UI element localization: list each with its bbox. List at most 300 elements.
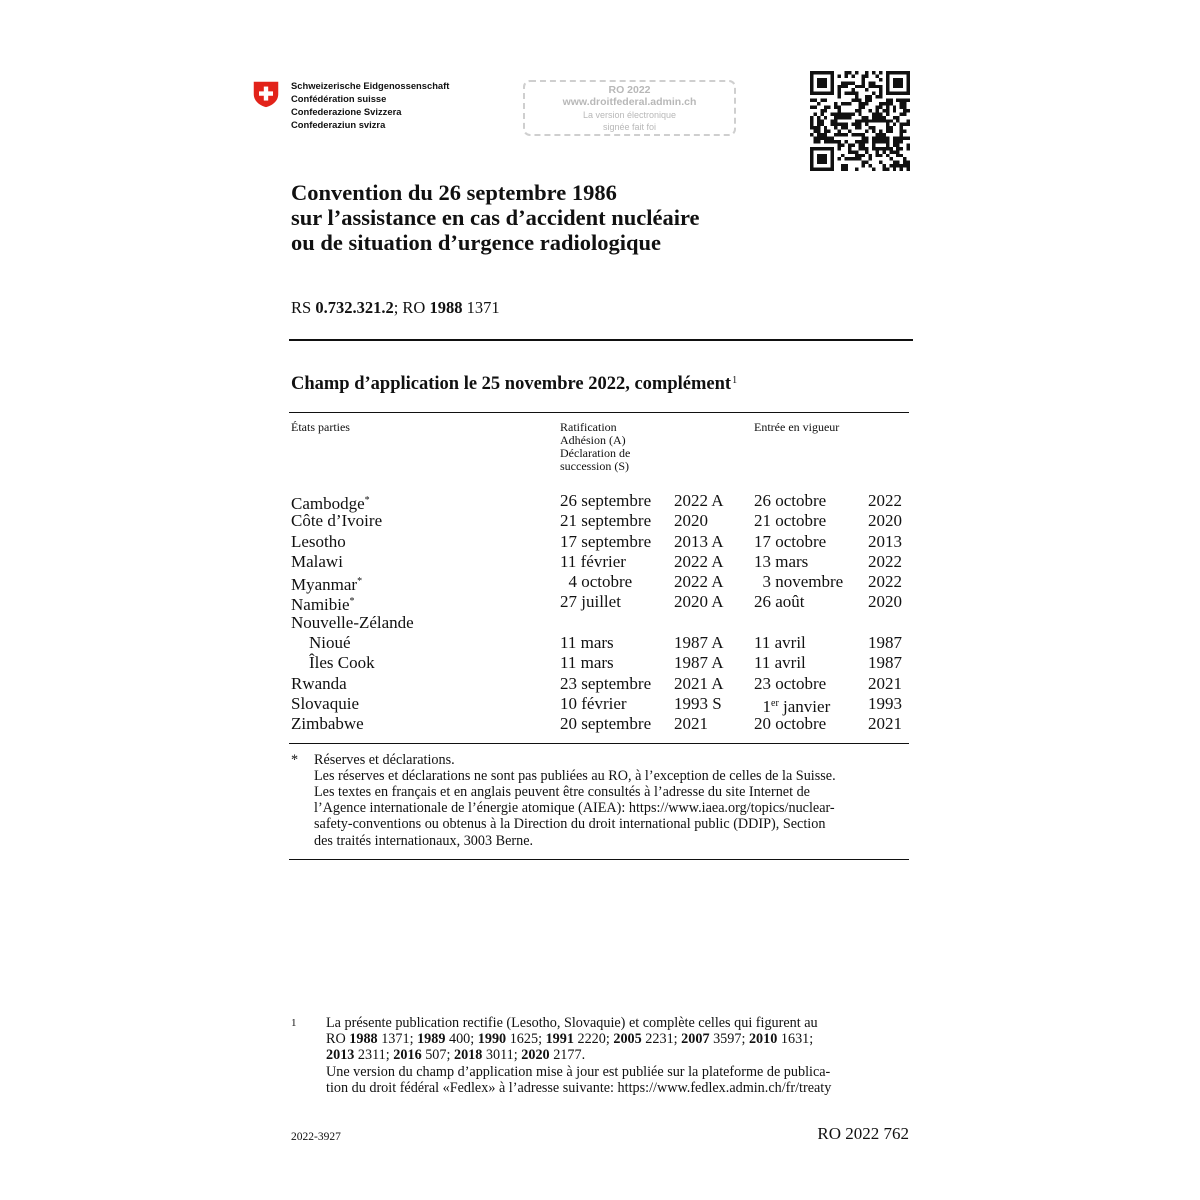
table-row: [289, 653, 909, 673]
qr-module: [907, 81, 910, 84]
qr-module: [817, 137, 820, 140]
qr-module: [858, 102, 861, 105]
stamp-line-4: signée fait foi: [602, 122, 657, 132]
footnote-ref-page: 2311: [357, 1047, 386, 1064]
states-table: [289, 412, 909, 860]
swiss-cross-horizontal: [259, 91, 273, 95]
qr-module: [879, 85, 882, 88]
qr-module: [851, 112, 854, 115]
entry-year: 2022: [868, 491, 902, 510]
entry-date: 17 octobre: [754, 531, 827, 551]
qr-module: [817, 81, 820, 84]
qr-module: [882, 147, 885, 150]
qr-module: [907, 78, 910, 81]
qr-module: [855, 109, 858, 112]
stamp-line-3: La version électronique: [582, 110, 677, 120]
entry-year: 2021: [868, 673, 902, 693]
qr-module: [824, 71, 827, 74]
qr-module: [879, 116, 882, 119]
entry-date: 21 octobre: [754, 511, 827, 531]
qr-module: [900, 112, 903, 115]
qr-module: [844, 126, 847, 129]
qr-module: [841, 164, 844, 167]
qr-module: [862, 116, 865, 119]
qr-module: [896, 154, 899, 157]
qr-module: [834, 126, 837, 129]
qr-module: [865, 140, 868, 143]
footnote-ref-year: 2020: [521, 1047, 550, 1064]
header-entry: Entrée en vigueur: [754, 420, 840, 434]
qr-module: [848, 143, 851, 146]
ratification-year: 1993 S: [674, 693, 722, 713]
qr-module: [907, 92, 910, 95]
footnote-text: [326, 1015, 911, 1096]
qr-module: [876, 140, 879, 143]
table-row: [289, 532, 909, 552]
qr-module: [810, 71, 813, 74]
qr-module: [876, 95, 879, 98]
qr-module: [862, 81, 865, 84]
qr-module: [851, 143, 854, 146]
state-name: Rwanda: [291, 673, 347, 693]
qr-module: [882, 137, 885, 140]
footnote-ref-year: 2013: [326, 1047, 355, 1064]
qr-module: [820, 161, 823, 164]
qr-code-icon: [810, 71, 910, 171]
stamp-line-1: RO 2022: [608, 84, 651, 96]
qr-module: [858, 123, 861, 126]
qr-module: [900, 81, 903, 84]
table-row: [289, 694, 909, 714]
state-name: Lesotho: [291, 531, 346, 551]
qr-module: [862, 137, 865, 140]
qr-module: [893, 81, 896, 84]
qr-module: [855, 119, 858, 122]
ratification-date: 10 février: [560, 693, 627, 713]
qr-module: [869, 85, 872, 88]
entry-year: 2022: [868, 551, 902, 571]
qr-module: [893, 123, 896, 126]
qr-module: [886, 119, 889, 122]
qr-module: [896, 161, 899, 164]
qr-module: [872, 92, 875, 95]
qr-module: [896, 150, 899, 153]
qr-module: [869, 119, 872, 122]
qr-module: [893, 92, 896, 95]
qr-module: [896, 78, 899, 81]
qr-module: [893, 164, 896, 167]
table-row: [289, 714, 909, 734]
qr-module: [886, 109, 889, 112]
qr-module: [907, 161, 910, 164]
qr-module: [876, 105, 879, 108]
qr-module: [907, 85, 910, 88]
table-bottom-rule: [289, 859, 909, 860]
footnote-ref-year: 1989: [417, 1031, 446, 1048]
ratification-date: 17 septembre: [560, 531, 652, 551]
qr-module: [862, 105, 865, 108]
qr-module: [889, 71, 892, 74]
table-row: [289, 491, 909, 511]
qr-module: [831, 81, 834, 84]
entry-year: 2022: [868, 572, 902, 592]
qr-module: [872, 71, 875, 74]
qr-module: [817, 119, 820, 122]
qr-module: [841, 168, 844, 171]
qr-module: [831, 85, 834, 88]
header-ratification: [560, 421, 630, 473]
qr-module: [855, 123, 858, 126]
qr-module: [851, 150, 854, 153]
qr-module: [907, 137, 910, 140]
qr-module: [810, 126, 813, 129]
rs-prefix: RS: [291, 298, 312, 317]
qr-module: [889, 150, 892, 153]
qr-module: [838, 85, 841, 88]
qr-module: [831, 157, 834, 160]
qr-module: [862, 119, 865, 122]
qr-module: [827, 147, 830, 150]
qr-module: [865, 71, 868, 74]
qr-module: [813, 71, 816, 74]
qr-module: [886, 71, 889, 74]
qr-module: [886, 105, 889, 108]
header-ratification-line: succession (S): [560, 459, 629, 473]
qr-module: [907, 88, 910, 91]
qr-module: [817, 71, 820, 74]
qr-module: [810, 154, 813, 157]
qr-module: [851, 74, 854, 77]
qr-module: [810, 99, 813, 102]
qr-module: [876, 147, 879, 150]
qr-module: [882, 150, 885, 153]
state-name: Nouvelle-Zélande: [291, 612, 414, 632]
qr-module: [862, 147, 865, 150]
qr-module: [900, 147, 903, 150]
qr-module: [827, 105, 830, 108]
qr-module: [900, 133, 903, 136]
qr-module: [813, 126, 816, 129]
qr-module: [848, 71, 851, 74]
qr-module: [855, 140, 858, 143]
qr-module: [903, 109, 906, 112]
qr-module: [872, 168, 875, 171]
qr-module: [865, 137, 868, 140]
qr-module: [862, 154, 865, 157]
state-cell: [291, 674, 347, 694]
qr-module: [848, 150, 851, 153]
qr-module: [841, 102, 844, 105]
qr-module: [855, 85, 858, 88]
qr-module: [882, 102, 885, 105]
qr-module: [907, 164, 910, 167]
qr-module: [893, 168, 896, 171]
qr-module: [900, 102, 903, 105]
qr-module: [893, 161, 896, 164]
qr-module: [855, 133, 858, 136]
qr-module: [824, 154, 827, 157]
ratification-date: 21 septembre: [560, 511, 652, 531]
qr-module: [810, 133, 813, 136]
qr-module: [841, 126, 844, 129]
qr-module: [824, 137, 827, 140]
qr-module: [865, 150, 868, 153]
state-name: Cambodge: [291, 494, 365, 513]
qr-module: [848, 157, 851, 160]
footnote-ref-page: 3597: [713, 1031, 742, 1048]
table-row: [289, 552, 909, 572]
qr-module: [834, 123, 837, 126]
qr-module: [865, 130, 868, 133]
qr-module: [876, 119, 879, 122]
qr-module: [903, 157, 906, 160]
table-row: [289, 572, 909, 595]
qr-module: [820, 71, 823, 74]
qr-module: [824, 99, 827, 102]
qr-module: [810, 157, 813, 160]
entry-year: 1987: [868, 633, 902, 653]
qr-module: [889, 147, 892, 150]
qr-module: [834, 140, 837, 143]
qr-module: [817, 130, 820, 133]
qr-module: [855, 95, 858, 98]
qr-module: [889, 157, 892, 160]
qr-module: [831, 71, 834, 74]
qr-module: [838, 140, 841, 143]
qr-module: [848, 116, 851, 119]
qr-module: [872, 85, 875, 88]
qr-module: [810, 147, 813, 150]
qr-module: [820, 168, 823, 171]
qr-module: [817, 116, 820, 119]
qr-module: [827, 168, 830, 171]
qr-module: [879, 119, 882, 122]
title-line-2: sur l’assistance en cas d’accident nucléaire: [291, 205, 700, 230]
qr-module: [869, 154, 872, 157]
qr-module: [817, 85, 820, 88]
qr-module: [876, 112, 879, 115]
qr-module: [831, 154, 834, 157]
qr-module: [844, 164, 847, 167]
qr-module: [841, 123, 844, 126]
qr-module: [893, 137, 896, 140]
qr-module: [824, 78, 827, 81]
footnote-references: [326, 1031, 911, 1063]
qr-module: [900, 168, 903, 171]
qr-module: [820, 109, 823, 112]
qr-module: [851, 157, 854, 160]
entry-ordinal: er: [771, 697, 779, 709]
qr-module: [869, 109, 872, 112]
qr-module: [893, 143, 896, 146]
qr-module: [841, 112, 844, 115]
qr-module: [886, 140, 889, 143]
qr-module: [858, 119, 861, 122]
qr-module: [851, 92, 854, 95]
qr-module: [844, 112, 847, 115]
qr-module: [862, 102, 865, 105]
qr-module: [824, 109, 827, 112]
qr-module: [841, 85, 844, 88]
qr-module: [862, 78, 865, 81]
ro-page: 1371: [466, 298, 500, 317]
document-number: 2022-3927: [291, 1131, 341, 1143]
qr-module: [841, 133, 844, 136]
qr-module: [844, 102, 847, 105]
qr-module: [862, 85, 865, 88]
qr-module: [862, 140, 865, 143]
entry-year: 2020: [868, 511, 902, 531]
qr-module: [817, 140, 820, 143]
qr-module: [858, 147, 861, 150]
ratification-year: 1987 A: [674, 633, 724, 653]
footnote-ref-line: RO 1988 1371; 1989 400; 1990 1625; 1991 2220; 2005 2231; 2007 3597; 2010 1631;: [326, 1031, 814, 1048]
qr-module: [844, 71, 847, 74]
qr-module: [889, 102, 892, 105]
qr-module: [876, 137, 879, 140]
qr-module: [865, 161, 868, 164]
qr-module: [869, 81, 872, 84]
qr-module: [838, 123, 841, 126]
qr-module: [838, 88, 841, 91]
qr-module: [841, 116, 844, 119]
reference-line: [291, 298, 500, 318]
qr-module: [876, 150, 879, 153]
qr-module: [820, 154, 823, 157]
qr-module: [865, 147, 868, 150]
qr-module: [855, 157, 858, 160]
qr-module: [831, 112, 834, 115]
qr-module: [876, 74, 879, 77]
qr-module: [855, 154, 858, 157]
state-cell: [291, 694, 359, 714]
footnote-ref-page: 507: [425, 1047, 447, 1064]
qr-module: [813, 137, 816, 140]
qr-module: [879, 133, 882, 136]
qr-module: [879, 130, 882, 133]
entry-date: 26 octobre: [754, 491, 827, 510]
qr-module: [844, 140, 847, 143]
qr-module: [876, 85, 879, 88]
footnote-ref-page: 1625: [509, 1031, 539, 1048]
qr-module: [893, 150, 896, 153]
qr-module: [907, 143, 910, 146]
title-line-1: Convention du 26 septembre 1986: [291, 180, 617, 205]
swiss-flag-icon: [252, 80, 280, 108]
qr-module: [824, 116, 827, 119]
qr-module: [831, 74, 834, 77]
qr-module: [820, 123, 823, 126]
note-marker: *: [291, 751, 299, 768]
ratification-year: 1987 A: [674, 653, 724, 673]
qr-module: [903, 164, 906, 167]
state-name: Îles Cook: [309, 653, 375, 673]
ratification-year: 2021 A: [674, 673, 724, 693]
qr-module: [882, 164, 885, 167]
qr-module: [893, 71, 896, 74]
qr-module: [827, 140, 830, 143]
qr-module: [896, 116, 899, 119]
state-name: Namibie: [291, 595, 350, 615]
qr-module: [851, 123, 854, 126]
ratification-date: 27 juillet: [560, 592, 621, 612]
footnote-ref-year: 2018: [453, 1047, 483, 1064]
qr-module: [817, 161, 820, 164]
qr-module: [813, 99, 816, 102]
qr-module: [813, 130, 816, 133]
section-heading: [291, 374, 737, 395]
qr-module: [831, 161, 834, 164]
qr-module: [820, 92, 823, 95]
qr-module: [886, 137, 889, 140]
qr-module: [827, 92, 830, 95]
footnote-ref-page: 3011: [485, 1047, 514, 1064]
qr-module: [889, 164, 892, 167]
ratification-year: 2021: [674, 714, 708, 734]
qr-module: [824, 157, 827, 160]
qr-module: [817, 147, 820, 150]
qr-module: [869, 126, 872, 129]
qr-module: [869, 164, 872, 167]
qr-module: [810, 92, 813, 95]
qr-module: [903, 137, 906, 140]
qr-module: [820, 78, 823, 81]
qr-module: [851, 81, 854, 84]
qr-module: [858, 140, 861, 143]
state-cell: [291, 532, 346, 552]
qr-module: [872, 119, 875, 122]
qr-module: [900, 99, 903, 102]
ratification-date: 23 septembre: [560, 673, 652, 693]
qr-module: [858, 112, 861, 115]
entry-month: janvier: [778, 696, 831, 716]
qr-module: [838, 74, 841, 77]
qr-module: [900, 92, 903, 95]
entry-year: 2013: [868, 531, 902, 551]
qr-module: [886, 88, 889, 91]
rs-number: 0.732.321.2: [315, 298, 394, 317]
qr-module: [824, 130, 827, 133]
qr-module: [907, 71, 910, 74]
qr-module: [844, 116, 847, 119]
entry-date: 11 avril: [754, 633, 806, 653]
qr-module: [886, 143, 889, 146]
qr-module: [893, 85, 896, 88]
qr-module: [810, 74, 813, 77]
qr-module: [831, 119, 834, 122]
qr-module: [900, 154, 903, 157]
qr-module: [817, 154, 820, 157]
footnote: [291, 1015, 911, 1096]
qr-module: [841, 81, 844, 84]
qr-module: [824, 92, 827, 95]
qr-module: [879, 112, 882, 115]
qr-module: [886, 154, 889, 157]
state-cell: [291, 511, 382, 531]
qr-module: [834, 116, 837, 119]
confederation-name-it: Confederazione Svizzera: [291, 106, 402, 117]
qr-module: [900, 85, 903, 88]
qr-module: [848, 102, 851, 105]
qr-module: [817, 102, 820, 105]
qr-module: [844, 123, 847, 126]
qr-module: [824, 85, 827, 88]
qr-module: [810, 161, 813, 164]
qr-module: [886, 78, 889, 81]
qr-module: [855, 150, 858, 153]
qr-module: [831, 92, 834, 95]
state-cell: [291, 714, 364, 734]
